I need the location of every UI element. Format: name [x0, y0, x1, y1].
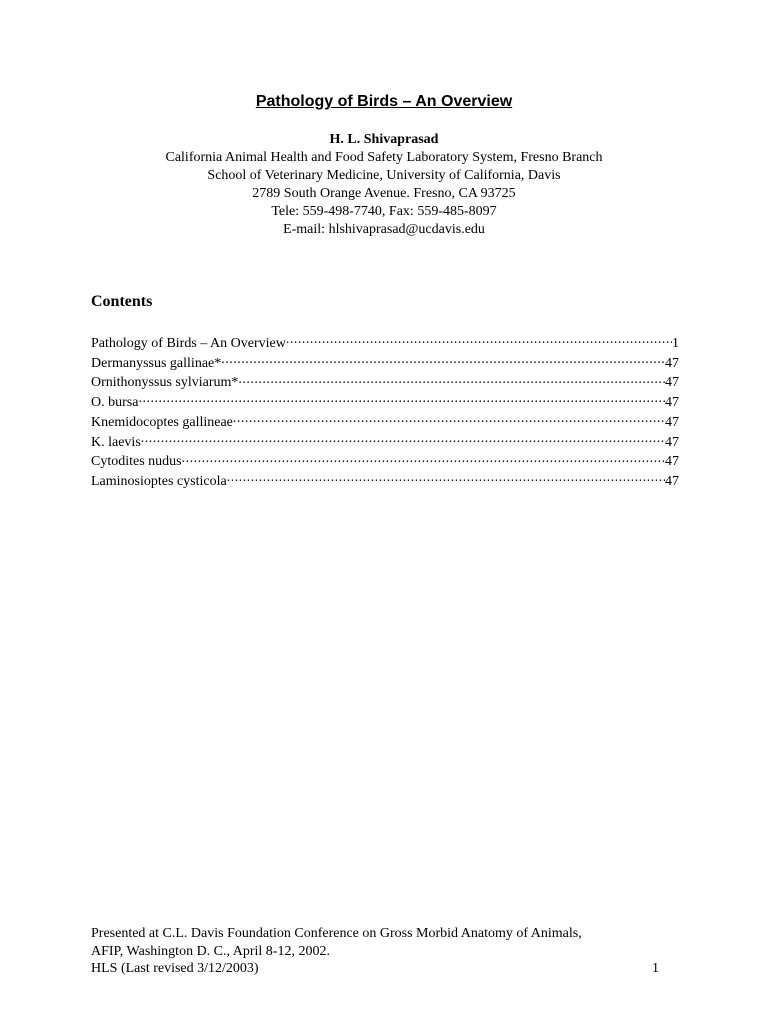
toc-entry-title: Ornithonyssus sylviarum*	[91, 375, 239, 391]
author-affiliation-1: California Animal Health and Food Safety Laboratory System, Fresno Branch	[165, 150, 603, 165]
author-phone: Tele: 559-498-7740, Fax: 559-485-8097	[271, 204, 497, 219]
toc-entry-page: 47	[665, 454, 679, 470]
toc-leader-dots	[238, 372, 665, 386]
footer-line-2: AFIP, Washington D. C., April 8-12, 2002.	[91, 943, 330, 959]
contents-heading: Contents	[91, 293, 153, 310]
toc-entry-page: 1	[672, 336, 679, 351]
toc-leader-dots	[233, 412, 665, 426]
toc-entry-title: Knemidocoptes gallineae	[91, 414, 233, 430]
toc-entry-page: 47	[665, 473, 679, 489]
toc-entry-page: 47	[665, 414, 679, 430]
toc-entry[interactable]	[91, 372, 679, 392]
toc-entry-title: Dermanyssus gallinae*	[91, 355, 222, 371]
toc-entry[interactable]	[91, 471, 679, 491]
toc-leader-dots	[138, 392, 665, 406]
author-email: E-mail: hlshivaprasad@ucdavis.edu	[283, 222, 485, 237]
toc-leader-dots	[182, 451, 665, 465]
toc-leader-dots	[141, 432, 665, 446]
toc-entry-page: 47	[665, 395, 679, 411]
toc-entry[interactable]	[91, 412, 679, 432]
author-affiliation-2: School of Veterinary Medicine, University of California, Davis	[207, 168, 561, 183]
toc-leader-dots	[286, 333, 672, 347]
toc-entry-title: O. bursa	[91, 395, 139, 411]
toc-entry[interactable]	[91, 432, 679, 452]
page-number: 1	[652, 961, 659, 976]
toc-entry-page: 47	[665, 375, 679, 391]
author-address: 2789 South Orange Avenue. Fresno, CA 93725	[252, 186, 516, 201]
table-of-contents	[91, 333, 679, 491]
footer-revision: HLS (Last revised 3/12/2003)	[91, 961, 259, 976]
footer-row	[91, 960, 659, 978]
toc-leader-dots	[221, 353, 665, 367]
toc-entry-page: 47	[665, 355, 679, 371]
toc-entry[interactable]	[91, 392, 679, 412]
toc-leader-dots	[227, 471, 665, 485]
toc-entry-title: Pathology of Birds – An Overview	[91, 336, 286, 351]
document-title: Pathology of Birds – An Overview	[255, 93, 513, 110]
footer-line-1: Presented at C.L. Davis Foundation Conference on Gross Morbid Anatomy of Animals,	[91, 926, 582, 941]
toc-entry-title: Cytodites nudus	[91, 454, 182, 470]
toc-entry-page: 47	[665, 434, 679, 450]
author-block	[0, 131, 768, 239]
toc-entry-title: K. laevis	[91, 434, 141, 450]
page-footer	[91, 925, 659, 978]
toc-entry[interactable]	[91, 451, 679, 471]
toc-entry[interactable]	[91, 353, 679, 373]
toc-entry[interactable]	[91, 333, 679, 353]
author-name: H. L. Shivaprasad	[329, 132, 439, 147]
toc-entry-title: Laminosioptes cysticola	[91, 473, 227, 489]
